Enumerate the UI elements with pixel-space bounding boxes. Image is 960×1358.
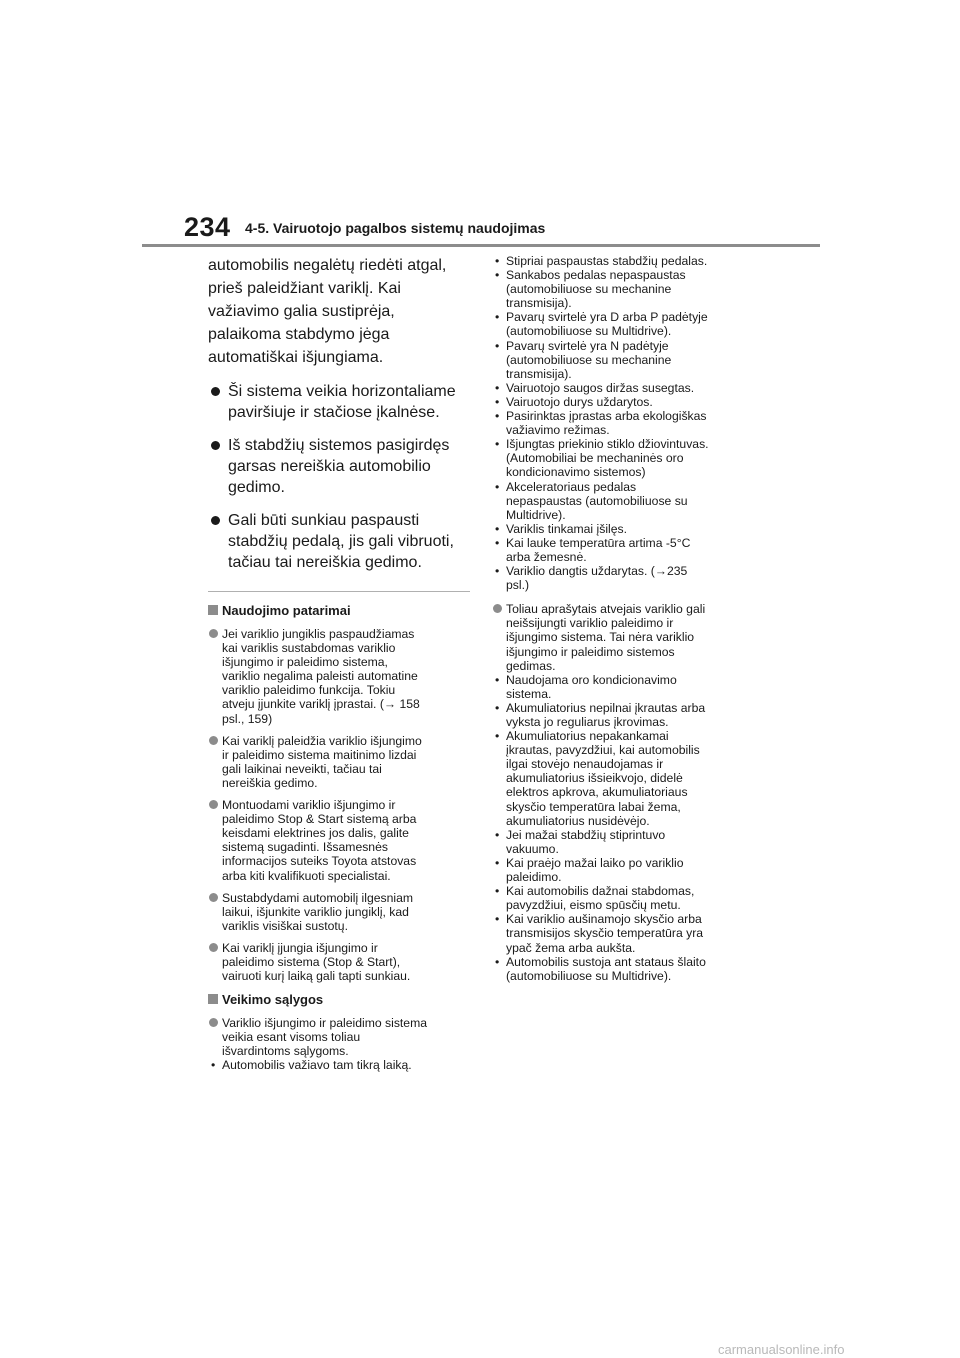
small-bullet-icon: • (495, 310, 500, 325)
text-line: kondicionavimo sistemos) (506, 465, 646, 480)
text-line: garsas nereiškia automobilio (228, 458, 431, 475)
text-line: Stipriai paspaustas stabdžių pedalas. (506, 254, 708, 268)
condition-item (492, 395, 757, 409)
condition-item (492, 437, 757, 479)
condition-item (492, 409, 757, 437)
text-line: neišsijungti variklio paleidimo ir (506, 616, 674, 631)
text-line: išjungimo ir paleidimo sistema, (222, 655, 388, 670)
text-line: sistema. (506, 686, 552, 701)
conditions-intro (208, 1016, 470, 1058)
intro-paragraph (208, 254, 470, 369)
text-line: nereiškia gedimo. (222, 775, 318, 790)
circle-marker-icon (493, 604, 502, 613)
text-line: elektros apkrova, akumuliatoriaus (506, 785, 688, 800)
text-line: psl.) (506, 578, 530, 593)
heading-text: Naudojimo patarimai (222, 603, 351, 618)
condition-item (492, 381, 757, 395)
condition-item (492, 522, 757, 536)
right-column (492, 254, 757, 983)
tip-item (208, 891, 470, 933)
text-line: Variklio dangtis uždarytas. (→235 (506, 564, 688, 579)
small-bullet-icon: • (495, 535, 500, 550)
condition-item (492, 339, 757, 381)
text-line: nepaspaustas (automobiliuose su (506, 493, 688, 508)
text-line: Jei variklio jungiklis paspaudžiamas (222, 627, 415, 641)
left-column (208, 254, 470, 1073)
text-line: prieš paleidžiant variklį. Kai (208, 280, 401, 297)
text-line: variklis visiškai sustotų. (222, 918, 348, 933)
text-line: skysčio temperatūra labai žema, (506, 799, 681, 814)
condition-item (492, 536, 757, 564)
text-line: akumuliatorius nusidėvėjo. (506, 813, 650, 828)
text-line: Toliau aprašytais atvejais variklio gali (506, 602, 706, 617)
text-line: Kai variklį paleidžia variklio išjungimo (222, 733, 422, 748)
text-line: automatiškai išjungiama. (208, 349, 384, 366)
note-item (492, 912, 757, 954)
text-line: atveju įjunkite variklį įprastai. (→ 158 (222, 697, 420, 712)
text-line: Multidrive). (506, 507, 566, 522)
small-bullet-icon: • (495, 672, 500, 687)
small-bullet-icon: • (495, 729, 500, 744)
small-bullet-icon: • (495, 479, 500, 494)
condition-item (492, 480, 757, 522)
bullet-dot-icon (211, 387, 220, 396)
text-line: transmisijos skysčio temperatūra yra (506, 926, 704, 941)
condition-item (492, 254, 757, 268)
small-bullet-icon: • (495, 700, 500, 715)
circle-marker-icon (209, 736, 218, 745)
tip-item (208, 627, 470, 726)
text-line: ypač žema arba aukšta. (506, 940, 636, 955)
text-line: Jei mažai stabdžių stiprintuvo (506, 827, 666, 842)
condition-item (492, 268, 757, 310)
square-marker-icon (208, 605, 218, 615)
text-line: vakuumo. (506, 841, 559, 856)
text-line: kai variklis sustabdomas variklio (222, 641, 396, 656)
text-line: važiavimo galia sustiprėja, (208, 303, 395, 320)
text-line: Sustabdydami automobilį ilgesniam (222, 890, 414, 905)
text-line: transmisija). (506, 366, 572, 381)
text-line: arba kiti kvalifikuoti specialistai. (222, 868, 391, 883)
page-number: 234 (184, 212, 231, 242)
text-line: Gali būti sunkiau paspausti (228, 512, 420, 529)
condition-item (492, 310, 757, 338)
text-line: įkrautas, pavyzdžiui, kai automobilis (506, 743, 700, 758)
text-line: (automobiliuose su mechanine (506, 352, 672, 367)
text-line: stabdžių pedalą, jis gali vibruoti, (228, 533, 454, 550)
header-divider (142, 244, 820, 247)
text-line: arba žemesnė. (506, 549, 587, 564)
small-bullet-icon: • (495, 912, 500, 927)
text-line: paleidimo Stop & Start sistemą arba (222, 812, 417, 827)
text-line: ir paleidimo sistema maitinimo lizdai (222, 747, 417, 762)
small-bullet-icon: • (495, 564, 500, 579)
bullet-item (208, 510, 470, 573)
circle-marker-icon (209, 1018, 218, 1027)
text-line: automobilis negalėtų riedėti atgal, (208, 257, 447, 274)
circle-marker-icon (209, 943, 218, 952)
text-line: laikui, išjunkite variklio jungiklį, kad (222, 904, 409, 919)
text-line: paleidimo. (506, 870, 562, 885)
text-line: Automobilis sustoja ant stataus šlaito (506, 954, 706, 969)
text-line: gedimas. (506, 658, 556, 673)
small-bullet-icon: • (495, 254, 500, 268)
text-line: ilgai stovėjo nenaudojamas ir (506, 757, 664, 772)
note-item (492, 673, 757, 701)
text-line: veikia esant visoms toliau (222, 1030, 361, 1045)
small-bullet-icon: • (495, 338, 500, 353)
text-line: sistemą sugadinti. Išsamesnės (222, 840, 388, 855)
text-line: Ši sistema veikia horizontaliame (228, 383, 456, 400)
section-divider (208, 591, 470, 592)
tips-heading (208, 602, 470, 619)
text-line: (automobiliuose su Multidrive). (506, 324, 672, 339)
text-line: Variklis tinkamai įšilęs. (506, 521, 627, 536)
text-line: variklio paleidimo funkcija. Tokiu (222, 683, 396, 698)
text-line: Akumuliatorius nepakankamai (506, 729, 669, 744)
text-line: akumuliatorius išsieikvojo, didelė (506, 771, 683, 786)
text-line: gali laikinai neveikti, tačiau tai (222, 761, 382, 776)
note-item (492, 729, 757, 828)
text-line: Vairuotojo durys uždarytos. (506, 394, 653, 409)
tip-item (208, 734, 470, 790)
condition-item (492, 564, 757, 592)
tip-item (208, 941, 470, 983)
circle-marker-icon (209, 629, 218, 638)
text-line: pavyzdžiui, eismo spūsčių metu. (506, 898, 681, 913)
text-line: Sankabos pedalas nepaspaustas (506, 268, 686, 283)
text-line: (automobiliuose su Multidrive). (506, 968, 672, 983)
note-item (492, 701, 757, 729)
text-line: paviršiuje ir stačiose įkalnėse. (228, 404, 440, 421)
text-line: Kai praėjo mažai laiko po variklio (506, 855, 684, 870)
text-line: išjungimo ir paleidimo sistemos (506, 644, 675, 659)
conditions-heading (208, 991, 470, 1008)
text-line: paleidimo sistema (Stop & Start), (222, 954, 401, 969)
note-item (492, 884, 757, 912)
text-line: informacijos suteiks Toyota atstovas (222, 854, 417, 869)
text-line: išvardintoms sąlygoms. (222, 1044, 349, 1059)
condition-item (208, 1058, 470, 1072)
section-title: 4-5. Vairuotojo pagalbos sistemų naudojimas (245, 220, 546, 236)
small-bullet-icon: • (495, 409, 500, 424)
page-header (184, 212, 820, 246)
text-line: Kai variklį įjungia išjungimo ir (222, 940, 378, 955)
text-line: Automobilis važiavo tam tikrą laiką. (222, 1058, 412, 1073)
text-line: Kai lauke temperatūra artima -5°C (506, 535, 691, 550)
square-marker-icon (208, 994, 218, 1004)
bullet-dot-icon (211, 441, 220, 450)
text-line: psl., 159) (222, 711, 273, 726)
text-line: (Automobiliai be mechaninės oro (506, 451, 684, 466)
text-line: Iš stabdžių sistemos pasigirdęs (228, 437, 450, 454)
text-line: Akumuliatorius nepilnai įkrautas arba (506, 700, 706, 715)
text-line: Akceleratoriaus pedalas (506, 479, 637, 494)
small-bullet-icon: • (495, 437, 500, 452)
small-bullet-icon: • (495, 268, 500, 283)
text-line: (automobiliuose su mechanine (506, 282, 672, 297)
text-line: palaikoma stabdymo jėga (208, 326, 390, 343)
text-line: variklio negalima paleisti automatine (222, 669, 418, 684)
text-line: vairuoti kurį laiką gali tapti sunkiau. (222, 969, 411, 984)
small-bullet-icon: • (211, 1058, 216, 1073)
small-bullet-icon: • (495, 380, 500, 395)
text-line: išjungimo sistema. Tai nėra variklio (506, 630, 695, 645)
bullet-item (208, 435, 470, 498)
text-line: Naudojama oro kondicionavimo (506, 672, 677, 687)
text-line: vyksta jo reguliarus įkrovimas. (506, 715, 669, 729)
text-line: Montuodami variklio išjungimo ir (222, 798, 396, 813)
text-line: Vairuotojo saugos diržas susegtas. (506, 380, 695, 395)
text-line: Pavarų svirtelė yra N padėtyje (506, 338, 669, 353)
small-bullet-icon: • (495, 884, 500, 899)
text-line: Pavarų svirtelė yra D arba P padėtyje (506, 310, 708, 325)
text-line: važiavimo režimas. (506, 423, 610, 438)
note-item (492, 856, 757, 884)
note-intro (492, 602, 757, 672)
text-line: Variklio išjungimo ir paleidimo sistema (222, 1016, 428, 1031)
small-bullet-icon: • (495, 521, 500, 536)
note-item (492, 828, 757, 856)
text-line: tačiau tai nereiškia gedimo. (228, 554, 422, 571)
small-bullet-icon: • (495, 855, 500, 870)
small-bullet-icon: • (495, 394, 500, 409)
note-item (492, 955, 757, 983)
text-line: Kai variklio aušinamojo skysčio arba (506, 912, 702, 927)
text-line: transmisija). (506, 296, 572, 311)
small-bullet-icon: • (495, 827, 500, 842)
bullet-dot-icon (211, 516, 220, 525)
site-watermark: carmanualsonline.info (718, 1342, 845, 1357)
tip-item (208, 798, 470, 883)
small-bullet-icon: • (495, 954, 500, 969)
bullet-item (208, 381, 470, 423)
text-line: Kai automobilis dažnai stabdomas, (506, 884, 695, 899)
text-line: Pasirinktas įprastas arba ekologiškas (506, 409, 707, 424)
text-line: keisdami elektrines jos dalis, galite (222, 826, 409, 841)
heading-text: Veikimo sąlygos (222, 992, 324, 1008)
text-line: Išjungtas priekinio stiklo džiovintuvas. (506, 437, 709, 452)
circle-marker-icon (209, 800, 218, 809)
circle-marker-icon (209, 893, 218, 902)
text-line: gedimo. (228, 479, 285, 496)
